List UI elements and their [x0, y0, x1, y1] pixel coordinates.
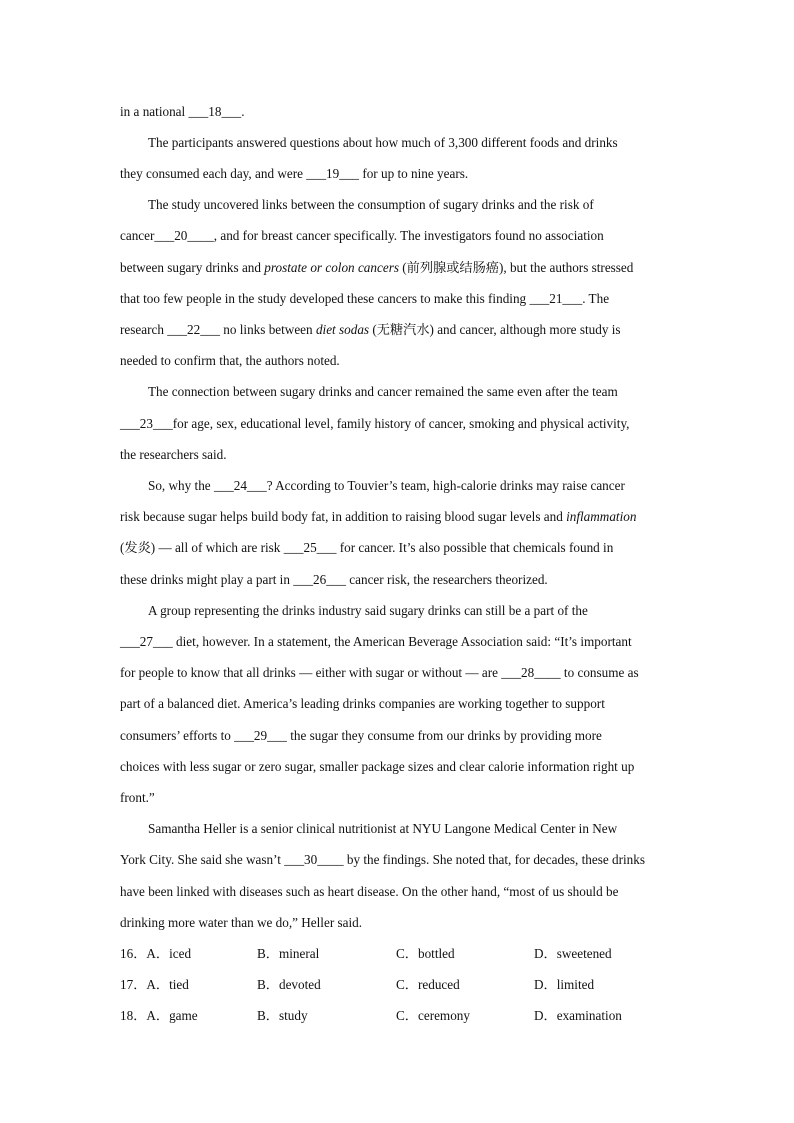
- blank-26: ___26___: [293, 572, 346, 587]
- text-line: cancer___20____, and for breast cancer specifically. The investigators found no association: [120, 228, 604, 243]
- option-b[interactable]: B．study: [257, 1008, 308, 1023]
- blank-30: ___30____: [284, 852, 344, 867]
- text-line: research ___22___ no links between diet sodas (无糖汽水) and cancer, although more study is: [120, 322, 621, 337]
- option-d[interactable]: D．examination: [534, 1008, 622, 1023]
- option-d[interactable]: D．sweetened: [534, 946, 612, 961]
- option-b[interactable]: B．mineral: [257, 946, 320, 961]
- option-c[interactable]: C．reduced: [396, 977, 460, 992]
- text-line: ___27___ diet, however. In a statement, the American Beverage Association said: “It’s important: [120, 634, 632, 649]
- blank-23: ___23___: [120, 416, 173, 431]
- option-b[interactable]: B．devoted: [257, 977, 321, 992]
- blank-25: ___25___: [283, 540, 337, 555]
- text-line: part of a balanced diet. America’s leading drinks companies are working together to support: [120, 696, 605, 711]
- option-d[interactable]: D．limited: [534, 977, 595, 992]
- option-c[interactable]: C．bottled: [396, 946, 455, 961]
- blank-27: ___27___: [120, 634, 173, 649]
- text-line: choices with less sugar or zero sugar, smaller package sizes and clear calorie information right up: [120, 759, 635, 774]
- text-line: (发炎) — all of which are risk ___25___ for cancer. It’s also possible that chemicals found in: [120, 540, 614, 555]
- text-line: risk because sugar helps build body fat, in addition to raising blood sugar levels and inflammation: [120, 509, 637, 524]
- text-line: drinking more water than we do,” Heller said.: [120, 915, 363, 930]
- blank-29: ___29___: [234, 728, 287, 743]
- text-line: front.”: [120, 790, 155, 805]
- text-line: these drinks might play a part in ___26___ cancer risk, the researchers theorized.: [120, 572, 548, 587]
- text-line: that too few people in the study developed these cancers to make this finding ___21___. The: [120, 291, 610, 306]
- text-line: for people to know that all drinks — either with sugar or without — are ___28____ to consume as: [120, 665, 639, 680]
- text-line: ___23___for age, sex, educational level, family history of cancer, smoking and physical activity,: [120, 416, 630, 431]
- blank-28: ___28____: [501, 665, 561, 680]
- text-line: in a national ___18___.: [120, 104, 245, 119]
- text-line: The connection between sugary drinks and cancer remained the same even after the team: [148, 384, 618, 399]
- question-17-label-option-a[interactable]: 17．A．tied: [120, 977, 189, 992]
- blank-18: ___18___: [188, 104, 242, 119]
- text-line: Samantha Heller is a senior clinical nutritionist at NYU Langone Medical Center in New: [148, 821, 618, 836]
- text-line: York City. She said she wasn’t ___30____ by the findings. She noted that, for decades, these drinks: [120, 852, 646, 867]
- question-16-label-option-a[interactable]: 16．A．iced: [120, 946, 192, 961]
- text-line: needed to confirm that, the authors noted.: [120, 353, 340, 368]
- text-line: So, why the ___24___? According to Touvier’s team, high-calorie drinks may raise cancer: [148, 478, 625, 493]
- text-line: The participants answered questions about how much of 3,300 different foods and drinks: [148, 135, 618, 150]
- text-line: they consumed each day, and were ___19___ for up to nine years.: [120, 166, 469, 181]
- option-c[interactable]: C．ceremony: [396, 1008, 470, 1023]
- text-line: A group representing the drinks industry said sugary drinks can still be a part of the: [148, 603, 588, 618]
- blank-21: ___21___: [529, 291, 583, 306]
- blank-19: ___19___: [306, 166, 360, 181]
- text-line: The study uncovered links between the consumption of sugary drinks and the risk of: [148, 197, 594, 212]
- text-line: consumers’ efforts to ___29___ the sugar they consume from our drinks by providing more: [120, 728, 602, 743]
- text-line: the researchers said.: [120, 447, 227, 462]
- blank-24: ___24___: [213, 478, 267, 493]
- blank-22: ___22___: [167, 322, 220, 337]
- text-line: between sugary drinks and prostate or colon cancers (前列腺或结肠癌), but the authors stressed: [120, 260, 634, 275]
- question-18-label-option-a[interactable]: 18．A．game: [120, 1008, 198, 1023]
- text-line: have been linked with diseases such as heart disease. On the other hand, “most of us should be: [120, 884, 619, 899]
- blank-20: ___20____: [154, 228, 214, 243]
